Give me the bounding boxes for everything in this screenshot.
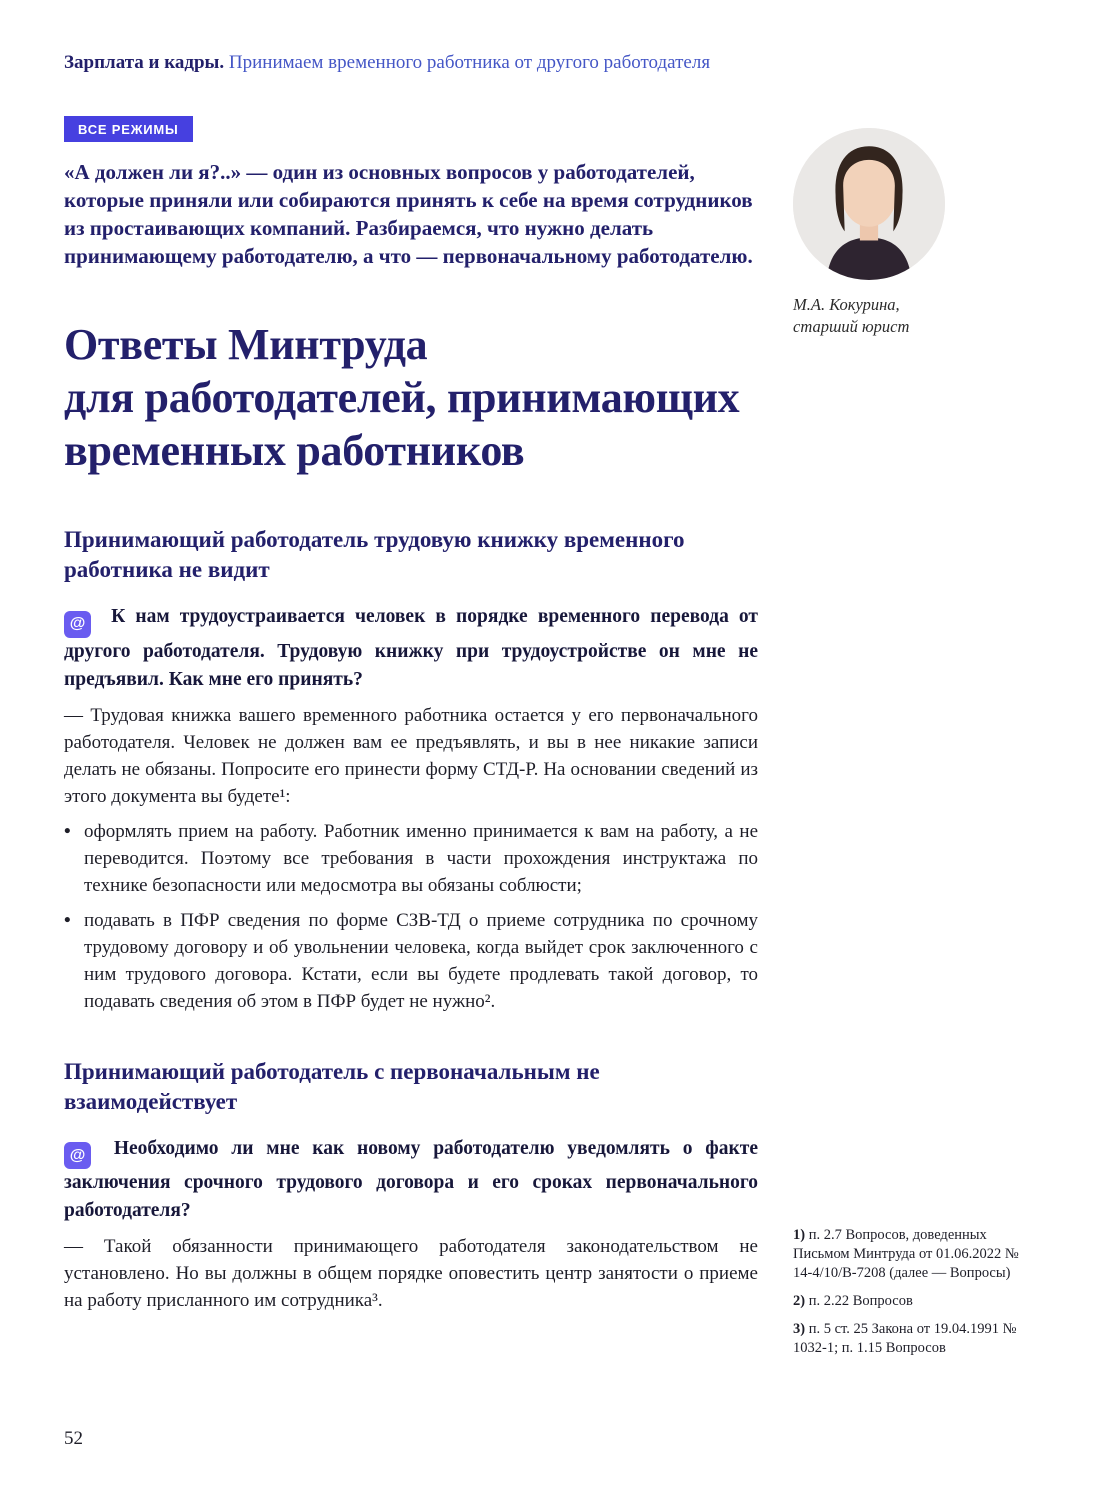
page-number: 52 [64,1428,83,1449]
list-item-text: оформлять прием на работу. Работник именно принимается к вам на работу, а не переводится. Поэтому все требования в части прохождения инструктажа по технике безопасности или медосмотра вы обязаны соблюсти; [84,820,758,896]
footnote-2 [793,1292,1028,1311]
footnote-1-label: 1) [793,1227,806,1243]
list-item [64,818,758,899]
badge-row [64,116,758,142]
bullet-icon: • [64,820,71,842]
article-title-line2: для работодателей, принимающих [64,373,740,422]
at-icon: @ [64,611,91,638]
author-caption [793,294,1023,338]
main-column [64,0,758,1314]
footnote-2-label: 2) [793,1293,806,1309]
article-title-line1: Ответы Минтруда [64,320,428,369]
author-photo [793,128,945,280]
footnote-1-text: п. 2.7 Вопросов, доведенных Письмом Минтруда от 01.06.2022 № 14-4/10/В-7208 (далее — Вопросы) [793,1227,1019,1281]
portrait-photo-placeholder [793,128,945,280]
footnote-1 [793,1226,1028,1283]
section-heading-2: Принимающий работодатель с первоначальным не взаимодействует [64,1058,600,1114]
footnotes-column [793,1226,1028,1367]
list-item [64,907,758,1015]
section-heading-1: Принимающий работодатель трудовую книжку временного работника не видит [64,527,685,582]
author-block [793,128,1023,338]
answer-1-bullet-list [64,818,758,1015]
article-title [64,318,1054,477]
answer-1: — Трудовая книжка вашего временного работника остается у его первоначального работодателя. Человек не должен вам ее предъявлять, и вы в нее никакие записи делать не обязаны. Попросите его принести форму СТД-Р. На основании сведений из этого документа вы будете¹: [64,704,758,807]
list-item-text: подавать в ПФР сведения по форме СЗВ-ТД о приеме сотрудника по срочному трудовому договору и об увольнении человека, когда выйдет срок заключенного с ним трудового договора. Кстати, если вы будете продлевать такой договор, то подавать сведения об этом в ПФР будет не нужно². [84,909,758,1012]
question-1 [64,603,758,694]
footnote-3-label: 3) [793,1321,806,1337]
bullet-icon: • [64,909,71,931]
lead-paragraph: «А должен ли я?..» — один из основных вопросов у работодателей, которые приняли или собираются принять к себе на время сотрудников из простаивающих компаний. Разбираемся, что нужно делать принимающему работодателю, а что — первоначальному работодателю. [64,160,753,268]
footnote-2-text: п. 2.22 Вопросов [808,1293,913,1309]
at-icon: @ [64,1142,91,1169]
regimes-badge: ВСЕ РЕЖИМЫ [64,116,193,142]
question-1-text: К нам трудоустраивается человек в порядке временного перевода от другого работодателя. Трудовую книжку при трудоустройстве он мне не предъявил. Как мне его принять? [64,606,758,690]
article-title-line3: временных работников [64,426,525,475]
question-2-text: Необходимо ли мне как новому работодателю уведомлять о факте заключения срочного трудового договора и его сроках первоначального работодателя? [64,1137,758,1221]
author-role: старший юрист [793,317,910,336]
footnote-3 [793,1320,1028,1358]
answer-2: — Такой обязанности принимающего работодателя законодательством не установлено. Но вы должны в общем порядке оповестить центр занятости о приеме на работу присланного им сотрудника³. [64,1236,758,1311]
author-name: М.А. Кокурина, [793,295,900,314]
rubric-title: Зарплата и кадры. [64,52,225,73]
footnote-3-text: п. 5 ст. 25 Закона от 19.04.1991 № 1032-1; п. 1.15 Вопросов [793,1321,1017,1356]
page-header [64,0,758,74]
rubric-topic: Принимаем временного работника от другого работодателя [228,52,711,73]
question-2 [64,1135,758,1226]
